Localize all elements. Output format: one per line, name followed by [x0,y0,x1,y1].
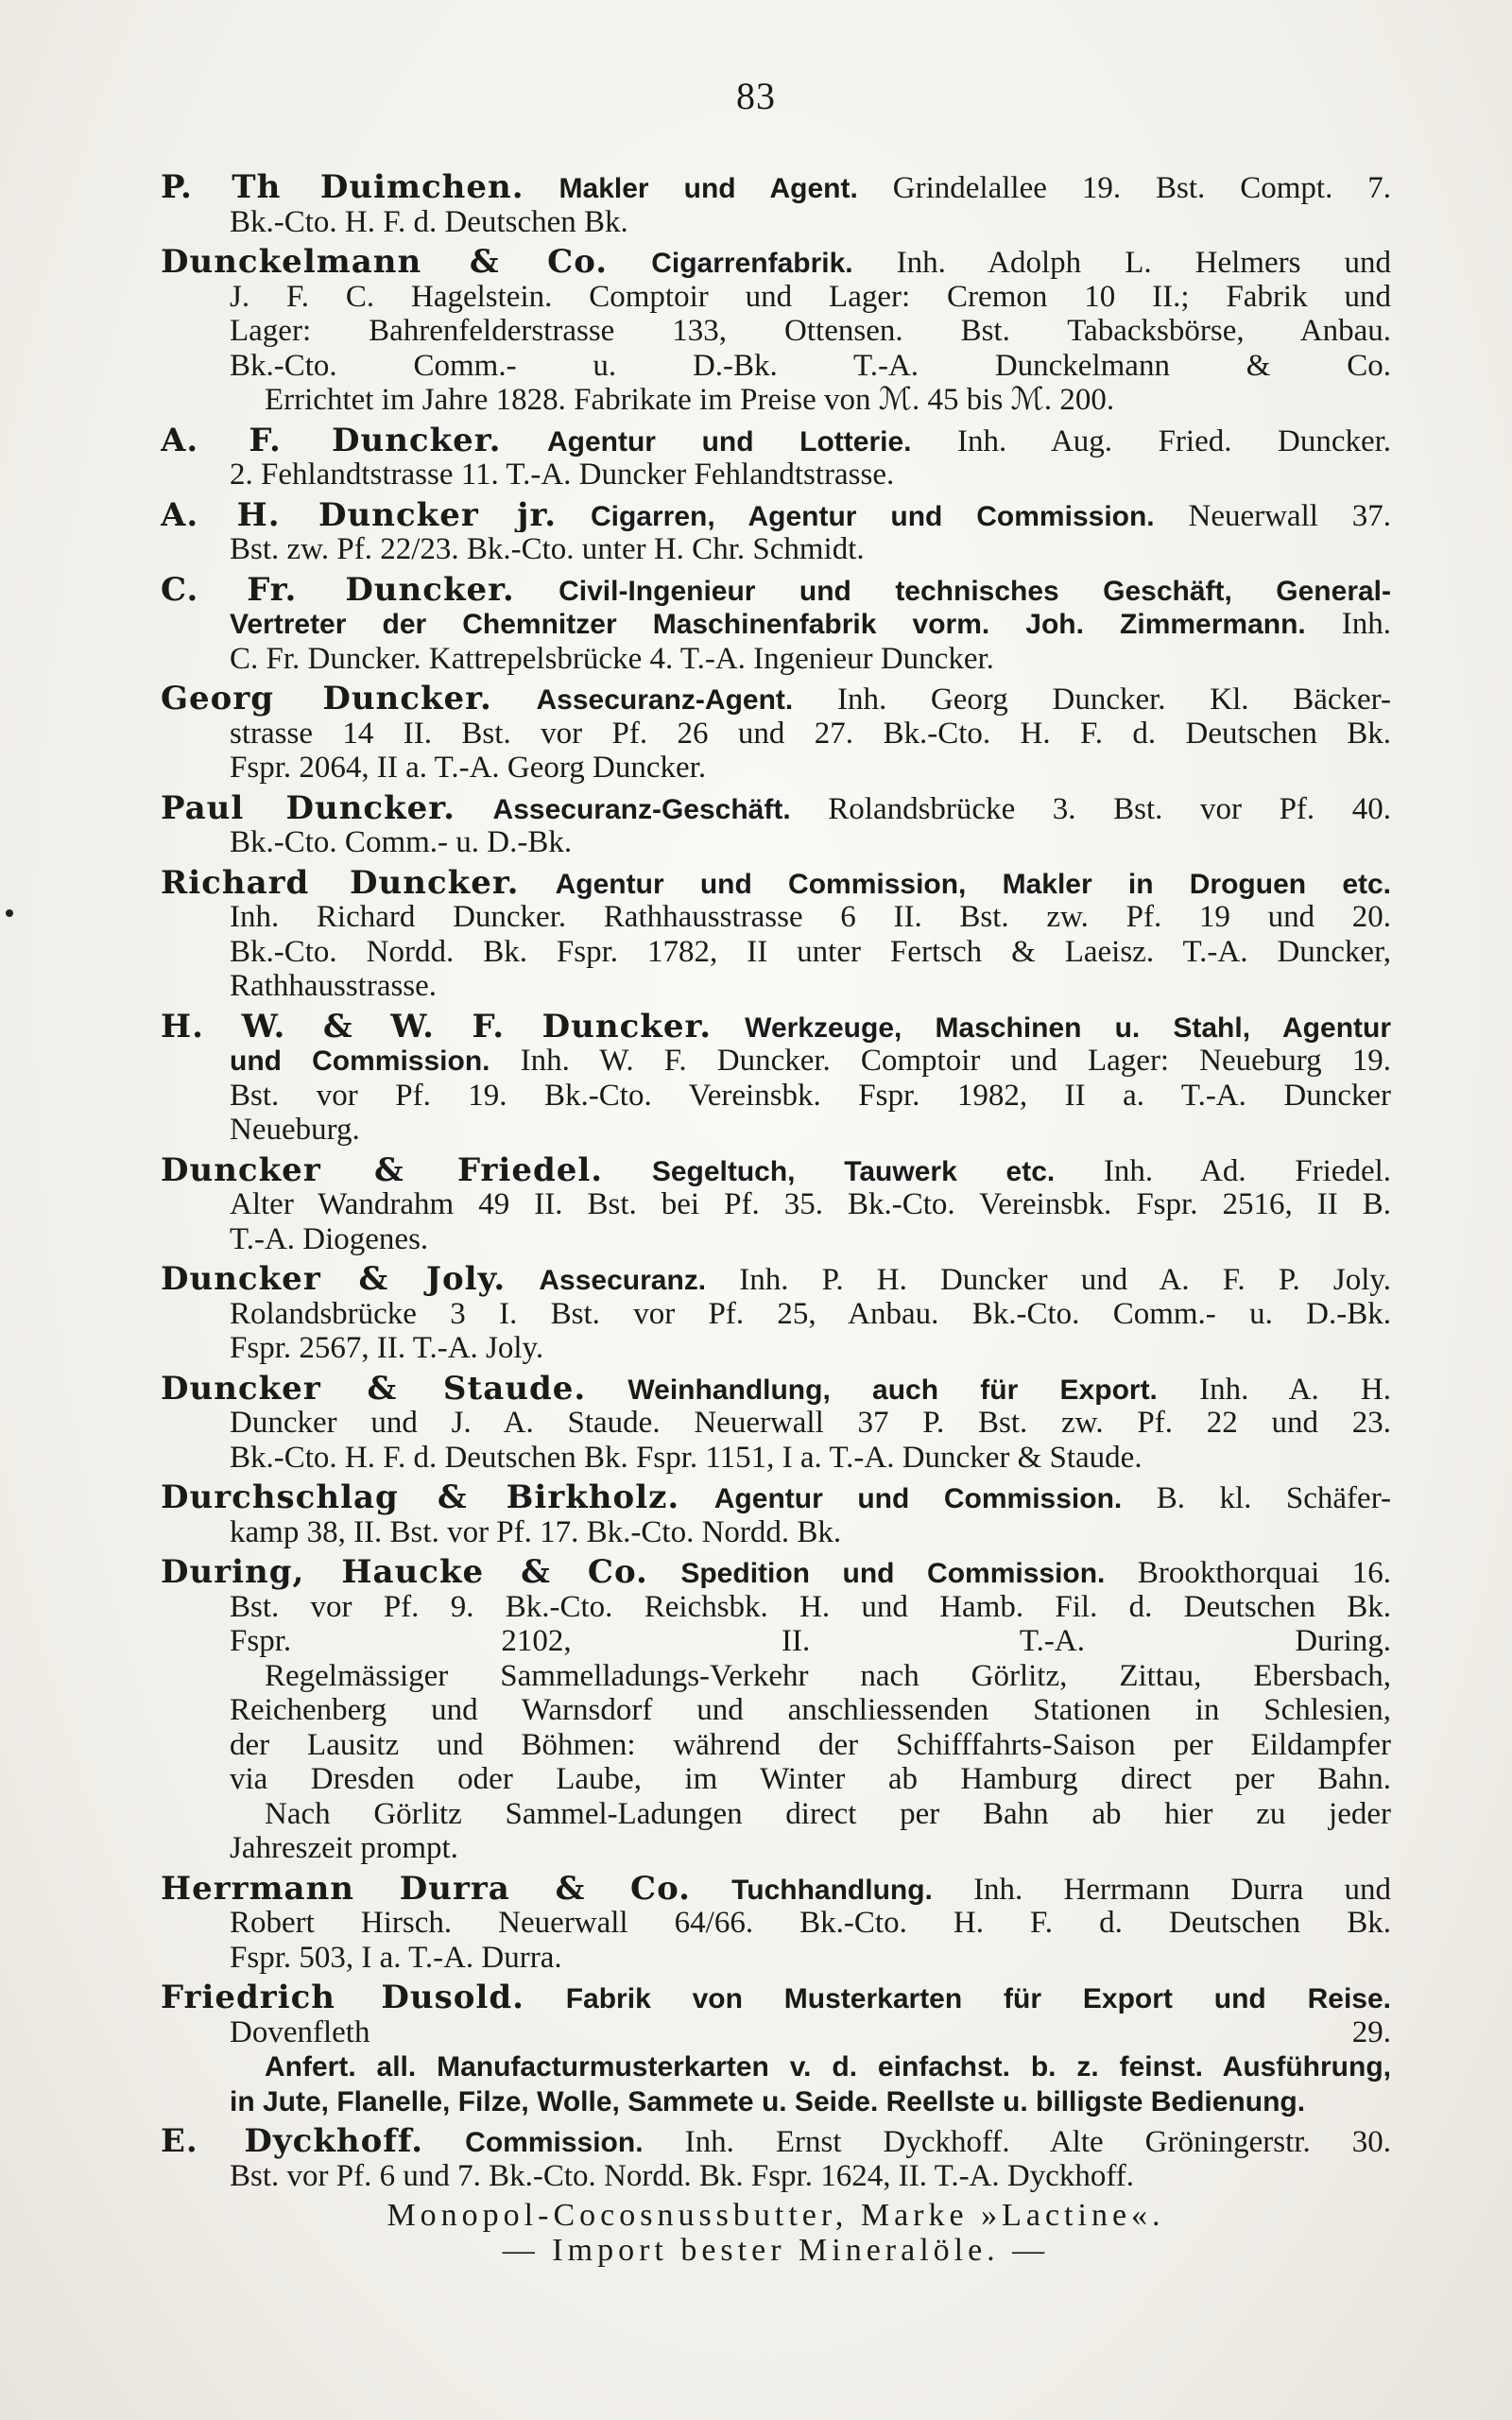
entry-heading-line [161,2124,1391,2159]
entry-text: Inh. Georg Duncker. Kl. Bäcker- [836,683,1391,717]
entry-detail-line [161,2084,1391,2119]
entry-text: Rolandsbrücke 3 I. Bst. vor Pf. 25, Anbau. Bk.-Cto. Comm.- u. D.-Bk. [230,1296,1391,1331]
entry-name: Georg Duncker. [161,682,492,717]
entry-text: J. F. C. Hagelstein. Comptoir und Lager: Cremon 10 II.; Fabrik und [230,279,1391,314]
entry-detail-line [161,2159,1391,2194]
directory-entry [161,424,1391,493]
entry-text: Duncker und J. A. Staude. Neuerwall 37 P. Bst. zw. Pf. 22 und 23. [230,1406,1391,1440]
directory-entry [161,1262,1391,1366]
entry-business: Agentur und Commission, Makler in Droguen etc. [555,868,1391,900]
entry-detail-line [161,314,1391,349]
entry-heading-line [161,866,1391,901]
entry-text: Rathhausstrasse. [230,969,438,1003]
entry-text: Errichtet im Jahre 1828. Fabrikate im Preise von ℳ. 45 bis ℳ. 200. [265,383,1115,417]
footer-line: Monopol-Cocosnussbutter, Marke »Lactine«. [387,2199,1165,2233]
entry-text: Neuerwall 37. [1188,498,1391,532]
entry-text: Bk.-Cto. H. F. d. Deutschen Bk. Fspr. 1151, I a. T.-A. Duncker & Staude. [230,1440,1143,1475]
entry-text: Fspr. 2064, II a. T.-A. Georg Duncker. [230,751,707,785]
entry-detail-line [161,1941,1391,1976]
entry-detail-line [161,1693,1391,1728]
entry-heading-line [161,1872,1391,1907]
entry-detail-line [161,1079,1391,1114]
entry-text: Nach Görlitz Sammel-Ladungen direct per Bahn ab hier zu jeder [265,1796,1391,1831]
entry-text: Fspr. 503, I a. T.-A. Durra. [230,1940,562,1975]
entry-name: Richard Duncker. [161,865,520,900]
entry-text: Bk.-Cto. Nordd. Bk. Fspr. 1782, II unter Fertsch & Laeisz. T.-A. Duncker, [230,934,1391,969]
entry-text: Fspr. 2102, II. T.-A. During. [230,1624,1391,1658]
entry-text: Inh. Herrmann Durra und [973,1872,1391,1906]
entry-name: Duncker & Staude. [161,1371,587,1406]
entry-text: Bk.-Cto. Comm.- u. D.-Bk. T.-A. Dunckelmann & Co. [230,348,1391,383]
entry-business: Assecuranz. [539,1265,707,1296]
entry-text: via Dresden oder Laube, im Winter ab Hamburg direct per Bahn. [230,1762,1391,1796]
directory-entry [161,245,1391,418]
entry-detail-line [161,935,1391,970]
entry-text: Inh. [1341,607,1391,641]
directory-entries [161,170,1391,2268]
entry-text: Bk.-Cto. Comm.- u. D.-Bk. [230,825,573,859]
directory-entry [161,1872,1391,1976]
entry-detail-line [161,1659,1391,1694]
entry-text: strasse 14 II. Bst. vor Pf. 26 und 27. Bk.-Cto. H. F. d. Deutschen Bk. [230,716,1391,751]
entry-detail-line [161,2049,1391,2084]
entry-text: B. kl. Schäfer- [1156,1481,1391,1515]
entry-business: Civil-Ingenieur und technisches Geschäft, General- [558,575,1391,607]
entry-detail-line [161,642,1391,677]
entry-name: P. Th Duimchen. [161,170,524,205]
directory-entry [161,1153,1391,1257]
entry-detail-line [161,900,1391,935]
entry-detail-line [161,349,1391,384]
entry-text: C. Fr. Duncker. Kattrepelsbrücke 4. T.-A. Ingenieur Duncker. [230,641,994,676]
entry-heading-line [161,1980,1391,2015]
entry-text: Inh. Aug. Fried. Duncker. [957,424,1391,458]
directory-entry [161,1555,1391,1866]
entry-name: Duncker & Joly. [161,1262,507,1297]
entry-text: Rolandsbrücke 3. Bst. vor Pf. 40. [828,791,1391,825]
directory-entry [161,866,1391,1004]
entry-name: Duncker & Friedel. [161,1152,604,1187]
entry-text: Regelmässiger Sammelladungs-Verkehr nach Görlitz, Zittau, Ebersbach, [265,1658,1391,1693]
entry-heading-line [161,498,1391,533]
entry-detail-line [161,383,1391,418]
entry-text: Fspr. 2567, II. T.-A. Joly. [230,1331,544,1365]
entry-detail-line [161,717,1391,752]
entry-name: A. H. Duncker jr. [161,497,558,532]
entry-detail-line [161,2015,1391,2050]
entry-detail-line [161,1906,1391,1941]
entry-detail-line [161,280,1391,315]
entry-business: Segeltuch, Tauwerk etc. [651,1155,1056,1187]
entry-text: Bk.-Cto. H. F. d. Deutschen Bk. [230,204,628,239]
entry-detail-line [161,1044,1391,1079]
entry-text: Inh. P. H. Duncker und A. F. P. Joly. [739,1263,1391,1297]
entry-name: H. W. & W. F. Duncker. [161,1009,713,1044]
entry-business: Tuchhandlung. [731,1874,933,1906]
entry-detail-line [161,1113,1391,1148]
entry-detail-line [161,532,1391,567]
entry-business: Assecuranz-Agent. [536,684,794,716]
entry-text: Lager: Bahrenfelderstrasse 133, Ottensen. Bst. Tabacksbörse, Anbau. [230,314,1391,348]
entry-text: kamp 38, II. Bst. vor Pf. 17. Bk.-Cto. Nordd. Bk. [230,1514,842,1549]
entry-name: Herrmann Durra & Co. [161,1871,691,1906]
directory-entry [161,573,1391,677]
entry-heading-line [161,791,1391,826]
footer-line: — Import bester Mineralöle. — [502,2233,1050,2268]
entry-text: T.-A. Diogenes. [230,1221,429,1256]
entry-text: Inh. A. H. [1199,1372,1391,1406]
entry-text: Inh. W. F. Duncker. Comptoir und Lager: Neueburg 19. [520,1044,1391,1078]
entry-detail-line [161,1515,1391,1550]
entry-business: Agentur und Lotterie. [546,425,912,458]
entry-detail-line [161,969,1391,1004]
entry-detail-line [161,1762,1391,1797]
entry-detail-line [161,751,1391,786]
entry-heading-line [161,1372,1391,1407]
entry-detail-line [161,1624,1391,1659]
entry-business: Commission. [465,2127,644,2158]
entry-text: Bst. vor Pf. 6 und 7. Bk.-Cto. Nordd. Bk. Fspr. 1624, II. T.-A. Dyckhoff. [230,2158,1134,2193]
entry-text: der Lausitz und Böhmen: während der Schifffahrts-Saison per Eildampfer [230,1727,1391,1762]
entry-heading-line [161,573,1391,608]
entry-heading-line [161,1262,1391,1297]
directory-entry [161,170,1391,239]
directory-entry [161,498,1391,567]
entry-text: Jahreszeit prompt. [230,1831,458,1865]
entry-text: Robert Hirsch. Neuerwall 64/66. Bk.-Cto. H. F. d. Deutschen Bk. [230,1906,1391,1940]
entry-business: Agentur und Commission. [713,1483,1123,1514]
entry-business: in Jute, Flanelle, Filze, Wolle, Sammete u. Seide. Reellste u. billigste Bedienung. [230,2085,1306,2118]
entry-detail-line [161,1831,1391,1866]
entry-heading-line [161,424,1391,458]
entry-heading-line [161,1153,1391,1188]
entry-text: Bst. vor Pf. 19. Bk.-Cto. Vereinsbk. Fspr. 1982, II a. T.-A. Duncker [230,1078,1391,1113]
entry-name: Paul Duncker. [161,790,455,825]
entry-business: Vertreter der Chemnitzer Maschinenfabrik vorm. Joh. Zimmermann. [230,609,1306,640]
entry-name: Durchschlag & Birkholz. [161,1480,680,1515]
directory-entry [161,1372,1391,1476]
entry-detail-line [161,1590,1391,1625]
entry-detail-line [161,825,1391,860]
entry-text: Reichenberg und Warnsdorf und anschliessenden Stationen in Schlesien, [230,1693,1391,1727]
entry-business: Makler und Agent. [558,173,858,204]
directory-entry [161,682,1391,786]
entry-name: During, Haucke & Co. [161,1555,648,1590]
entry-name: E. Dyckhoff. [161,2124,424,2159]
entry-business: Fabrik von Musterkarten für Export und Reise. [565,1983,1391,2014]
entry-text: Neueburg. [230,1113,360,1147]
entry-heading-line [161,1010,1391,1045]
entry-text: Brookthorquai 16. [1137,1556,1391,1590]
directory-entry [161,2124,1391,2193]
directory-entry [161,791,1391,860]
entry-text: Alter Wandrahm 49 II. Bst. bei Pf. 35. Bk.-Cto. Vereinsbk. Fspr. 2516, II B. [230,1187,1391,1221]
entry-business: Anfert. all. Manufacturmusterkarten v. d. einfachst. b. z. feinst. Ausführung, [265,2051,1391,2083]
entry-text: Bst. zw. Pf. 22/23. Bk.-Cto. unter H. Chr. Schmidt. [230,532,865,566]
entry-business: Spedition und Commission. [680,1558,1106,1589]
entry-text: Inh. Richard Duncker. Rathhausstrasse 6 II. Bst. zw. Pf. 19 und 20. [230,900,1391,934]
entry-text: 2. Fehlandtstrasse 11. T.-A. Duncker Fehlandtstrasse. [230,458,895,492]
entry-detail-line [161,1331,1391,1366]
entry-name: C. Fr. Duncker. [161,572,515,607]
entry-text: Grindelallee 19. Bst. Compt. 7. [892,171,1391,205]
directory-entry [161,1010,1391,1148]
entry-detail-line [161,607,1391,642]
entry-detail-line [161,1406,1391,1441]
entry-name: Friedrich Dusold. [161,1980,524,2015]
entry-text: Bst. vor Pf. 9. Bk.-Cto. Reichsbk. H. und Hamb. Fil. d. Deutschen Bk. [230,1589,1391,1624]
entry-detail-line [161,1222,1391,1257]
entry-business: Assecuranz-Geschäft. [492,793,791,825]
entry-business: Weinhandlung, auch für Export. [627,1374,1158,1406]
entry-heading-line [161,170,1391,205]
entry-detail-line [161,1797,1391,1832]
print-speck [6,909,13,917]
entry-heading-line [161,1555,1391,1590]
entry-text: Inh. Adolph L. Helmers und [896,246,1391,280]
entry-heading-line [161,682,1391,717]
entry-business: und Commission. [230,1046,490,1077]
entry-detail-line [161,1187,1391,1222]
advertisement-footer [161,2199,1391,2268]
entry-detail-line [161,205,1391,240]
entry-business: Cigarrenfabrik. [651,248,853,279]
entry-detail-line [161,458,1391,493]
entry-detail-line [161,1297,1391,1332]
entry-text: Inh. Ernst Dyckhoff. Alte Gröningerstr. 30. [684,2125,1391,2159]
entry-name: A. F. Duncker. [161,423,502,458]
directory-entry [161,1480,1391,1549]
entry-heading-line [161,1480,1391,1515]
entry-text: Dovenfleth 29. [230,2014,1391,2049]
entry-text: Inh. Ad. Friedel. [1103,1153,1391,1187]
entry-detail-line [161,1441,1391,1476]
entry-heading-line [161,245,1391,280]
entry-name: Dunckelmann & Co. [161,245,609,280]
entry-business: Werkzeuge, Maschinen u. Stahl, Agentur [745,1011,1391,1044]
entry-business: Cigarren, Agentur und Commission. [590,500,1155,532]
page-number: 83 [736,75,776,117]
entry-detail-line [161,1728,1391,1763]
directory-entry [161,1980,1391,2118]
